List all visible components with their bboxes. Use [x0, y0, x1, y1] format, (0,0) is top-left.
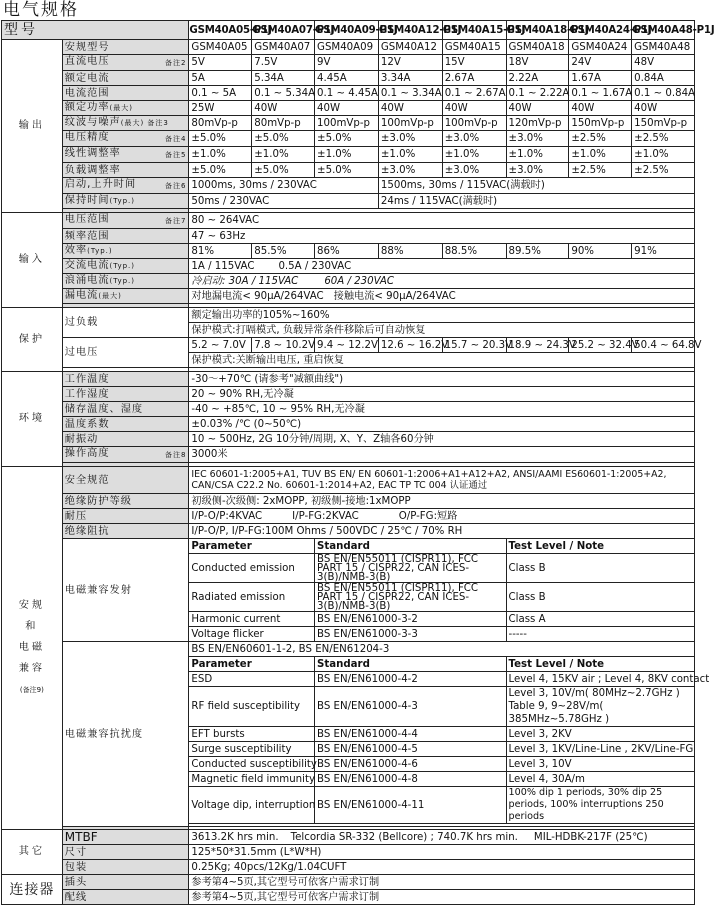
cell: Magnetic field immunity: [189, 772, 315, 787]
row-label: 频率范围: [62, 229, 189, 244]
section-safety-emc: 安规 和 电磁 兼容 (备注9): [2, 467, 63, 830]
cell: Surge susceptibility: [189, 742, 315, 757]
cell: 5A: [189, 71, 252, 86]
cell: ±1.0%: [252, 147, 315, 163]
cell: 88%: [378, 244, 442, 259]
cell: 18.9 ~ 24.3V: [506, 338, 569, 353]
output-voltage-accuracy-row: [2, 131, 695, 147]
section-environment: 环境: [2, 372, 63, 467]
output-rated-current-row: [2, 71, 695, 86]
safety-isolation-row: [2, 494, 695, 509]
cell: Conducted emission: [189, 554, 315, 583]
cell: 0.25Kg; 40pcs/12Kg/1.04CUFT: [189, 860, 695, 875]
output-safety-model-row: [2, 40, 695, 55]
cell: ±3.0%: [442, 163, 506, 178]
cell: ±1.0%: [506, 147, 569, 163]
cell: 0.1 ~ 0.84A: [632, 86, 695, 101]
cell: ±5.0%: [252, 163, 315, 178]
cell: 20 ~ 90% RH,无冷凝: [189, 387, 695, 402]
cell: 0.1 ~ 1.67A: [569, 86, 632, 101]
row-label: 工作湿度: [62, 387, 189, 402]
model-header: GSM40A24-P1J: [569, 21, 632, 40]
cell: 对地漏电流< 90μA/264VAC: [191, 290, 324, 302]
cell: EFT bursts: [189, 727, 315, 742]
cell: 88.5%: [442, 244, 506, 259]
cell: 150mVp-p: [632, 116, 695, 131]
cell: 2.22A: [506, 71, 569, 86]
row-note: (最大) 备注3: [120, 119, 169, 127]
cell: GSM40A07: [252, 40, 315, 55]
cell: GSM40A15: [442, 40, 506, 55]
cell: 86%: [315, 244, 379, 259]
cell: O/P-FG:短路: [398, 510, 458, 522]
page-title: 电气规格: [3, 0, 79, 20]
row-label: 配线: [62, 890, 189, 905]
cell: 9.4 ~ 12.2V: [315, 338, 379, 353]
input-efficiency-row: [2, 244, 695, 259]
section-others: 其它: [2, 830, 63, 875]
others-dimension-row: [2, 845, 695, 860]
cell: Voltage flicker: [189, 627, 315, 642]
cell: 5.34A: [252, 71, 315, 86]
safety-withstand-row: [2, 509, 695, 524]
row-note: 备注8: [164, 451, 187, 459]
cell: 0.1 ~ 3.34A: [378, 86, 442, 101]
cell: Conducted susceptibility: [189, 757, 315, 772]
row-note: (Typ.): [109, 262, 135, 270]
cell: 24ms / 115VAC(满载时): [378, 194, 694, 209]
cell: Radiated emission: [189, 583, 315, 612]
row-note: (最大): [98, 292, 122, 300]
row-label: 效率: [64, 245, 88, 256]
row-label: 线性调整率: [64, 148, 121, 159]
others-mtbf-row: [2, 830, 695, 845]
cell: ±3.0%: [378, 131, 442, 147]
cell: 0.1 ~ 2.67A: [442, 86, 506, 101]
cell: 48V: [632, 55, 695, 71]
immunity-label: 电磁兼容抗扰度: [62, 642, 189, 827]
cell: Level 3, 10V/m( 80MHz~2.7GHz ) Table 9, 9~28V/m( 385MHz~5.78GHz ): [506, 687, 694, 727]
col-header: Test Level / Note: [506, 539, 694, 554]
cell: GSM40A05: [189, 40, 252, 55]
spec-table: [1, 20, 714, 905]
cell: ±2.5%: [569, 131, 632, 147]
cell: 1000ms, 30ms / 230VAC: [189, 178, 378, 194]
cell: -40 ~ +85℃, 10 ~ 95% RH,无冷凝: [189, 402, 695, 417]
cell: 冷启动: 30A / 115VAC: [191, 275, 299, 287]
output-ripple-row: [2, 116, 695, 131]
env-storage-row: [2, 402, 695, 417]
cell: ESD: [189, 672, 315, 687]
protection-overvoltage-row: [2, 338, 695, 353]
col-header: Parameter: [189, 657, 315, 672]
row-note: 备注4: [164, 135, 187, 143]
cell: Class B: [506, 554, 694, 583]
model-header: GSM40A07-P1J: [252, 21, 315, 40]
cell: BS EN/EN55011 (CISPR11), FCC PART 15 / CISPR22, CAN ICES-3(B)/NMB-3(B): [315, 554, 506, 583]
cell: Level 4, 30A/m: [506, 772, 694, 787]
row-label: MTBF: [62, 830, 189, 845]
cell: 0.5A / 230VAC: [278, 260, 352, 272]
col-header: Standard: [315, 657, 506, 672]
cell: I/P-FG:2KVAC: [292, 510, 359, 522]
cell: 10 ~ 500Hz, 2G 10分钟/周期, X、Y、Z轴各60分钟: [189, 432, 695, 447]
row-label: 启动,上升时间: [64, 179, 137, 190]
model-label: 型号: [2, 21, 189, 40]
model-header: GSM40A05-P1J: [189, 21, 252, 40]
cell: 4.45A: [315, 71, 379, 86]
cell: GSM40A09: [315, 40, 379, 55]
row-label: 尺寸: [62, 845, 189, 860]
output-setup-rise-row: [2, 178, 695, 194]
cell: 81%: [189, 244, 252, 259]
cell: ±1.0%: [569, 147, 632, 163]
output-line-regulation-row: [2, 147, 695, 163]
cell: 40W: [315, 101, 379, 116]
cell: 0.1 ~ 5.34A: [252, 86, 315, 101]
cell: 1A / 115VAC: [191, 260, 255, 272]
cell: 初级侧-次级侧: 2xMOPP, 初级侧-接地:1xMOPP: [189, 494, 695, 509]
cell: I/P-O/P:4KVAC: [191, 510, 263, 522]
others-packing-row: [2, 860, 695, 875]
row-note: (Typ.): [87, 247, 113, 255]
row-label: 工作温度: [62, 372, 189, 387]
cell: 0.84A: [632, 71, 695, 86]
input-inrush-row: [2, 274, 695, 289]
cell: ±3.0%: [442, 131, 506, 147]
cell: 40W: [378, 101, 442, 116]
cell: 0.1 ~ 2.22A: [506, 86, 569, 101]
emission-label: 电磁兼容发射: [62, 539, 189, 642]
row-label: 包装: [62, 860, 189, 875]
cell: 3.34A: [378, 71, 442, 86]
cell: ±1.0%: [442, 147, 506, 163]
row-label: 耐振动: [62, 432, 189, 447]
cell: 80mVp-p: [252, 116, 315, 131]
safety-resistance-row: [2, 524, 695, 539]
row-label: 绝缘阻抗: [62, 524, 189, 539]
cell: Level 3, 10V: [506, 757, 694, 772]
cell: 1500ms, 30ms / 115VAC(满载时): [378, 178, 694, 194]
cell: 91%: [632, 244, 695, 259]
cell: ±3.0%: [506, 131, 569, 147]
cell: 5V: [189, 55, 252, 71]
cell: ±2.5%: [632, 131, 695, 147]
cell: MIL-HDBK-217F (25℃): [533, 831, 648, 843]
cell: ±5.0%: [315, 131, 379, 147]
cell: Level 3, 2KV: [506, 727, 694, 742]
cell: 参考第4~5页,其它型号可依客户需求订制: [189, 890, 695, 905]
row-label: 安全规范: [62, 467, 189, 494]
cell: 12.6 ~ 16.2V: [378, 338, 442, 353]
cell: 40W: [632, 101, 695, 116]
cell: 150mVp-p: [569, 116, 632, 131]
cell: ±0.03% /℃ (0~50℃): [189, 417, 695, 432]
cell: Telcordia SR-332 (Bellcore) ; 740.7K hrs min.: [290, 831, 518, 843]
section-input: 输入: [2, 213, 63, 308]
cell: GSM40A48: [632, 40, 695, 55]
connector-cable-row: [2, 890, 695, 905]
row-label: 漏电流: [64, 290, 99, 301]
cell: 40W: [252, 101, 315, 116]
cell: 1.67A: [569, 71, 632, 86]
cell: BS EN/EN61000-3-3: [315, 627, 506, 642]
cell: BS EN/EN61000-4-3: [315, 687, 506, 727]
row-note: 备注2: [164, 59, 187, 67]
cell: 40W: [569, 101, 632, 116]
row-label: 过负载: [62, 308, 189, 338]
cell: 80 ~ 264VAC: [189, 213, 695, 229]
cell: ±5.0%: [315, 163, 379, 178]
row-label: 电压精度: [64, 132, 110, 143]
safety-standards-row: [2, 467, 695, 494]
cell: GSM40A24: [569, 40, 632, 55]
cell: 3613.2K hrs min.: [191, 831, 279, 843]
cell: 3000米: [189, 447, 695, 463]
cell: 125*50*31.5mm (L*W*H): [189, 845, 695, 860]
cell: GSM40A12: [378, 40, 442, 55]
cell: ±1.0%: [315, 147, 379, 163]
cell: Class A: [506, 612, 694, 627]
row-label: 保持时间: [64, 195, 110, 206]
cell: IEC 60601-1:2005+A1, TUV BS EN/ EN 60601-1:2006+A1+A12+A2, ANSI/AAMI ES60601-1:2005+A2,: [191, 469, 667, 480]
cell: 5.2 ~ 7.0V: [189, 338, 252, 353]
cell: 25.2 ~ 32.4V: [569, 338, 632, 353]
cell: Voltage dip, interruption: [189, 787, 315, 824]
cell: ±5.0%: [252, 131, 315, 147]
cell: ±1.0%: [632, 147, 695, 163]
cell: ±2.5%: [569, 163, 632, 178]
row-note: 备注6: [164, 182, 187, 190]
row-label: 额定功率: [64, 102, 110, 113]
input-voltage-range-row: [2, 213, 695, 229]
model-header: GSM40A12-P1J: [378, 21, 442, 40]
cell: BS EN/EN61000-4-5: [315, 742, 506, 757]
cell: 0.1 ~ 5A: [189, 86, 252, 101]
row-label: 浪涌电流: [64, 275, 110, 286]
cell: ±1.0%: [189, 147, 252, 163]
col-header: Standard: [315, 539, 506, 554]
cell: -30～+70℃ (请参考"减额曲线"): [189, 372, 695, 387]
cell: 40W: [442, 101, 506, 116]
cell: GSM40A18: [506, 40, 569, 55]
row-label: 耐压: [62, 509, 189, 524]
cell: ±5.0%: [189, 163, 252, 178]
cell: 120mVp-p: [506, 116, 569, 131]
cell: 80mVp-p: [189, 116, 252, 131]
row-label: 插头: [62, 875, 189, 890]
row-label: 交流电流: [64, 260, 110, 271]
row-label: 绝缘防护等级: [62, 494, 189, 509]
col-header: Test Level / Note: [506, 657, 694, 672]
cell: CAN/CSA C22.2 No. 60601-1:2014+A2, EAC TP TC 004 认证通过: [191, 480, 488, 491]
cell: 24V: [569, 55, 632, 71]
input-leakage-row: [2, 289, 695, 304]
row-label: 直流电压: [64, 56, 110, 67]
row-label: 安规型号: [62, 40, 189, 55]
output-hold-up-row: [2, 194, 695, 209]
input-freq-range-row: [2, 229, 695, 244]
cell: 7.5V: [252, 55, 315, 71]
cell: 保护模式:关断输出电压, 重启恢复: [189, 353, 695, 368]
cell: 90%: [569, 244, 632, 259]
cell: 89.5%: [506, 244, 569, 259]
cell: BS EN/EN61000-4-11: [315, 787, 506, 824]
cell: 9V: [315, 55, 379, 71]
cell: BS EN/EN55011 (CISPR11), FCC PART 15 / CISPR22, CAN ICES-3(B)/NMB-3(B): [315, 583, 506, 612]
model-header: GSM40A09-P1J: [315, 21, 379, 40]
cell: 47 ~ 63Hz: [189, 229, 695, 244]
env-altitude-row: [2, 447, 695, 463]
cell: 15V: [442, 55, 506, 71]
env-temp-coeff-row: [2, 417, 695, 432]
cell: Class B: [506, 583, 694, 612]
immunity-standard-row: [2, 642, 695, 657]
cell: RF field susceptibility: [189, 687, 315, 727]
row-label: 操作高度: [64, 448, 110, 459]
cell: BS EN/EN61000-3-2: [315, 612, 506, 627]
model-header: GSM40A15-P1J: [442, 21, 506, 40]
row-note: (Typ.): [109, 277, 135, 285]
cell: 50.4 ~ 64.8V: [632, 338, 695, 353]
cell: BS EN/EN61000-4-4: [315, 727, 506, 742]
model-row: [2, 21, 695, 40]
cell: 100mVp-p: [315, 116, 379, 131]
row-note: (Typ.): [109, 197, 135, 205]
row-label: 过电压: [62, 338, 189, 368]
row-label: 温度系数: [62, 417, 189, 432]
cell: BS EN/EN60601-1-2, BS EN/EN61204-3: [189, 642, 695, 657]
cell: BS EN/EN61000-4-6: [315, 757, 506, 772]
section-output: 输出: [2, 40, 63, 213]
cell: 接触电流< 90μA/264VAC: [333, 290, 456, 302]
cell: Harmonic current: [189, 612, 315, 627]
protection-overload-row: [2, 308, 695, 323]
output-dc-voltage-row: [2, 55, 695, 71]
row-label: 电流范围: [62, 86, 189, 101]
row-label: 纹波与噪声: [64, 117, 121, 128]
row-note: 备注7: [164, 217, 187, 225]
row-label: 额定电流: [62, 71, 189, 86]
model-header: GSM40A48-P1J: [632, 21, 695, 40]
cell: 85.5%: [252, 244, 315, 259]
cell: ±2.5%: [632, 163, 695, 178]
emission-header-row: [2, 539, 695, 554]
row-label: 电压范围: [64, 214, 110, 225]
row-note: (最大): [109, 104, 133, 112]
cell: BS EN/EN61000-4-8: [315, 772, 506, 787]
cell: BS EN/EN61000-4-2: [315, 672, 506, 687]
model-header: GSM40A18-P1J: [506, 21, 569, 40]
output-current-range-row: [2, 86, 695, 101]
row-label: 储存温度、湿度: [62, 402, 189, 417]
cell: 40W: [506, 101, 569, 116]
cell: 60A / 230VAC: [324, 275, 394, 287]
cell: 18V: [506, 55, 569, 71]
cell: ±3.0%: [506, 163, 569, 178]
cell: 保护模式:打嗝模式, 负载异常条件移除后可自动恢复: [189, 323, 695, 338]
cell: ±3.0%: [378, 163, 442, 178]
col-header: Parameter: [189, 539, 315, 554]
env-work-humidity-row: [2, 387, 695, 402]
cell: 2.67A: [442, 71, 506, 86]
input-ac-current-row: [2, 259, 695, 274]
cell: 0.1 ~ 4.45A: [315, 86, 379, 101]
section-protection: 保护: [2, 308, 63, 372]
cell: I/P-O/P, I/P-FG:100M Ohms / 500VDC / 25℃ / 70% RH: [189, 524, 695, 539]
cell: ±5.0%: [189, 131, 252, 147]
cell: 7.8 ~ 10.2V: [252, 338, 315, 353]
connector-plug-row: [2, 875, 695, 890]
row-note: 备注5: [164, 151, 187, 159]
cell: 50ms / 230VAC: [189, 194, 378, 209]
cell: Level 3, 1KV/Line-Line , 2KV/Line-FG: [506, 742, 694, 757]
cell: -----: [506, 627, 694, 642]
output-load-regulation-row: [2, 163, 695, 178]
env-vibration-row: [2, 432, 695, 447]
section-connector: 连接器: [2, 875, 63, 905]
cell: 100% dip 1 periods, 30% dip 25 periods, 100% interruptions 250 periods: [506, 787, 694, 824]
cell: 额定输出功率的105%~160%: [189, 308, 695, 323]
cell: 25W: [189, 101, 252, 116]
row-label: 负载调整率: [62, 163, 189, 178]
cell: Level 4, 15KV air ; Level 4, 8KV contact: [506, 672, 694, 687]
cell: 参考第4~5页,其它型号可依客户需求订制: [189, 875, 695, 890]
cell: 12V: [378, 55, 442, 71]
env-work-temp-row: [2, 372, 695, 387]
cell: 100mVp-p: [378, 116, 442, 131]
cell: ±1.0%: [378, 147, 442, 163]
cell: 100mVp-p: [442, 116, 506, 131]
output-rated-power-row: [2, 101, 695, 116]
cell: 15.7 ~ 20.3V: [442, 338, 506, 353]
